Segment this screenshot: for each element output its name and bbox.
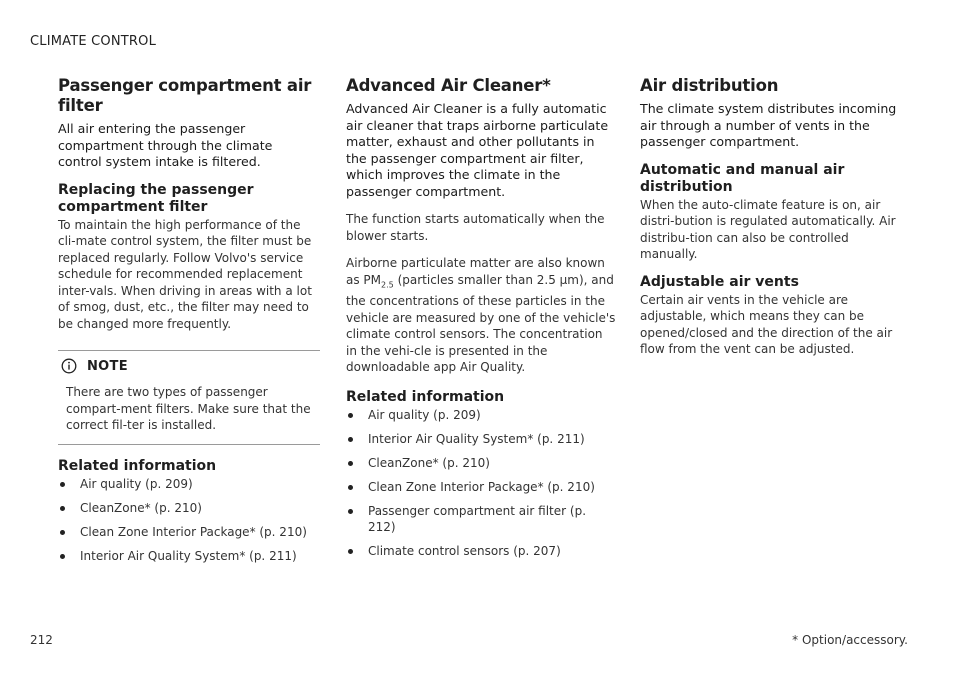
- section-header: CLIMATE CONTROL: [30, 34, 157, 49]
- related-list-1: [58, 476, 320, 564]
- bullet-icon: [348, 413, 353, 418]
- body-auto-manual: When the auto-climate feature is on, air distri-bution is regulated automatically. Air distribu-tion can also be controlled manually.: [640, 197, 896, 261]
- heading-replacing-filter: Replacing the passenger compartment filter: [58, 181, 254, 215]
- page-number: 212: [30, 633, 53, 647]
- lead-advanced-air-cleaner: Advanced Air Cleaner is a fully automatic air cleaner that traps airborne particulate matter, exhaust and other pollutants in the passenger compartment air filter, which improves the climate in the passenger compartment.: [346, 101, 609, 199]
- note-body: There are two types of passenger compart-ment filters. Make sure that the correct fil-ter is installed.: [66, 385, 311, 432]
- related-list-2: [346, 407, 616, 559]
- related-link[interactable]: CleanZone* (p. 210): [346, 455, 616, 471]
- heading-related-2: Related information: [346, 388, 505, 405]
- info-icon: [61, 358, 77, 374]
- heading-auto-manual: Automatic and manual air distribution: [640, 161, 845, 195]
- related-link[interactable]: Clean Zone Interior Package* (p. 210): [346, 479, 616, 495]
- lead-air-distribution: The climate system distributes incoming air through a number of vents in the passenger compartment.: [640, 101, 897, 149]
- bullet-icon: [348, 461, 353, 466]
- column-advanced-air-cleaner: [346, 76, 616, 567]
- note-header: [58, 355, 320, 377]
- related-link[interactable]: Climate control sensors (p. 207): [346, 543, 616, 559]
- related-link[interactable]: CleanZone* (p. 210): [58, 500, 320, 516]
- heading-related-1: Related information: [58, 457, 217, 474]
- heading-air-distribution: Air distribution: [640, 76, 779, 95]
- related-link[interactable]: Air quality (p. 209): [346, 407, 616, 423]
- bullet-icon: [348, 485, 353, 490]
- bullet-icon: [60, 482, 65, 487]
- lead-passenger-filter: All air entering the passenger compartment through the climate control system intake is filtered.: [58, 121, 273, 169]
- related-link[interactable]: Air quality (p. 209): [58, 476, 320, 492]
- related-link[interactable]: Passenger compartment air filter (p. 212): [346, 503, 616, 535]
- note-title: NOTE: [87, 358, 128, 374]
- note-box: [58, 350, 320, 445]
- column-air-distribution: [640, 76, 902, 358]
- body-function-starts: The function starts automatically when the blower starts.: [346, 212, 605, 243]
- column-passenger-filter: [58, 76, 320, 572]
- bullet-icon: [60, 530, 65, 535]
- bullet-icon: [348, 509, 353, 514]
- bullet-icon: [348, 437, 353, 442]
- body-replacing-filter: To maintain the high performance of the cli-mate control system, the filter must be replaced regularly. Follow Volvo's service schedule for recommended replacement inter-vals. When driving in areas with a lot of smog, dust, etc., the filter may need to be changed more frequently.: [58, 217, 312, 331]
- option-footnote: * Option/accessory.: [792, 633, 908, 647]
- bullet-icon: [60, 554, 65, 559]
- related-link[interactable]: Interior Air Quality System* (p. 211): [346, 431, 616, 447]
- bullet-icon: [348, 549, 353, 554]
- bullet-icon: [60, 506, 65, 511]
- heading-adjustable-vents: Adjustable air vents: [640, 273, 799, 290]
- related-link[interactable]: Interior Air Quality System* (p. 211): [58, 548, 320, 564]
- body-particulate: Airborne particulate matter are also known as $PM_{2.5}$ (particles smaller than 2.5 µm), and the concentrations of these particles in the vehicle are measured by one of the vehicle's climate control sensors. The concentration in the vehi-cle is presented in the downloadable app Air Quality.: [346, 256, 616, 375]
- heading-advanced-air-cleaner: Advanced Air Cleaner*: [346, 76, 551, 95]
- related-link[interactable]: Clean Zone Interior Package* (p. 210): [58, 524, 320, 540]
- heading-passenger-filter: Passenger compartment air filter: [58, 76, 312, 115]
- body-adjustable-vents: Certain air vents in the vehicle are adjustable, which means they can be opened/closed and the direction of the air flow from the vent can be adjusted.: [640, 292, 893, 356]
